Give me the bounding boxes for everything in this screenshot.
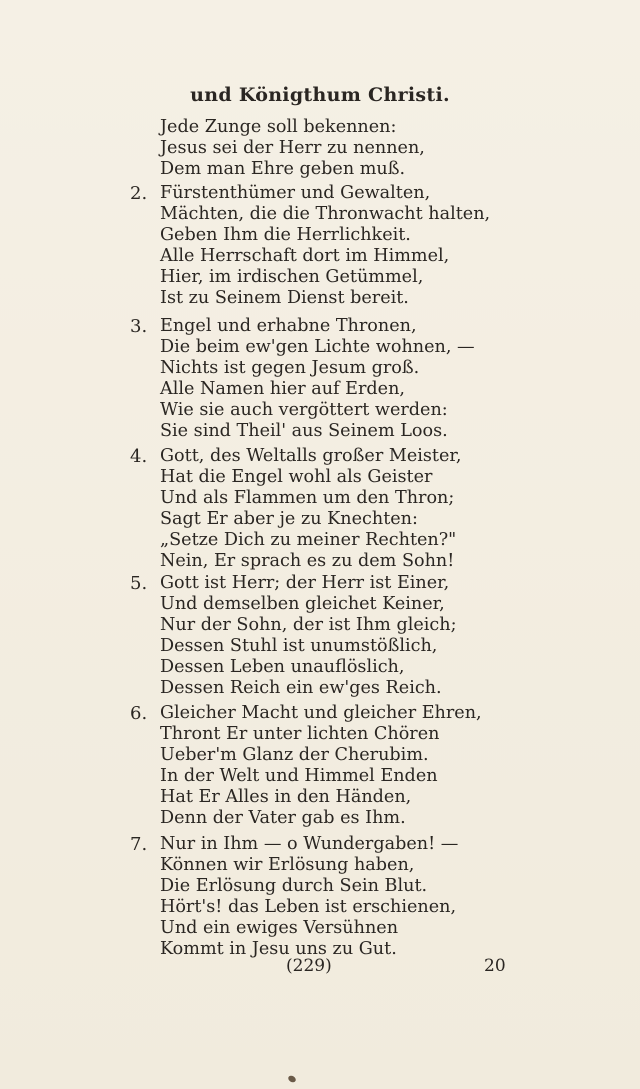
verse-line: Sagt Er aber je zu Knechten: xyxy=(160,509,418,530)
verse-line: Hier, im irdischen Getümmel, xyxy=(160,267,424,288)
verse-line: Jede Zunge soll bekennen: xyxy=(160,117,397,137)
verse-line: Fürstenthümer und Gewalten, xyxy=(160,183,431,203)
verse-line: Und demselben gleichet Keiner, xyxy=(160,594,445,615)
verse-line: Jesus sei der Herr zu nennen, xyxy=(160,138,425,159)
verse-line: Gott ist Herr; der Herr ist Einer, xyxy=(160,573,450,593)
verse-line: Können wir Erlösung haben, xyxy=(160,855,415,876)
ink-speck xyxy=(287,1074,297,1083)
stanza-3 xyxy=(130,316,570,443)
stanza-6 xyxy=(130,703,570,830)
verse-line: „Setze Dich zu meiner Rechten?" xyxy=(160,530,457,551)
verse-line: Alle Herrschaft dort im Himmel, xyxy=(160,246,450,267)
verse-line: Nichts ist gegen Jesum groß. xyxy=(160,358,420,379)
running-head: und Königthum Christi. xyxy=(190,84,450,106)
stanza-4 xyxy=(130,446,570,573)
verse-line: Dessen Leben unauflöslich, xyxy=(160,657,405,678)
stanza-2 xyxy=(130,183,570,310)
verse-line: Hört's! das Leben ist erschienen, xyxy=(160,897,457,918)
page-number: (229) xyxy=(286,956,332,976)
verse-line: Nur in Ihm — o Wundergaben! — xyxy=(160,834,459,854)
stanza-number: 5. xyxy=(130,573,148,594)
verse-line: Alle Namen hier auf Erden, xyxy=(160,379,406,400)
verse-line: Thront Er unter lichten Chören xyxy=(160,724,440,745)
signature-mark: 20 xyxy=(484,956,506,976)
verse-line: Hat Er Alles in den Händen, xyxy=(160,787,412,808)
verse-line: Dem man Ehre geben muß. xyxy=(160,159,406,180)
stanza-7 xyxy=(130,834,570,961)
verse-line: Nein, Er sprach es zu dem Sohn! xyxy=(160,551,455,572)
verse-line: Und ein ewiges Versühnen xyxy=(160,918,399,939)
verse-line: Sie sind Theil' aus Seinem Loos. xyxy=(160,421,448,442)
verse-line: In der Welt und Himmel Enden xyxy=(160,766,438,787)
verse-line: Dessen Reich ein ew'ges Reich. xyxy=(160,678,442,699)
verse-line: Die Erlösung durch Sein Blut. xyxy=(160,876,428,897)
stanza-5 xyxy=(130,573,570,700)
verse-line: Die beim ew'gen Lichte wohnen, — xyxy=(160,337,475,358)
stanza-number: 6. xyxy=(130,703,148,724)
verse-line: Geben Ihm die Herrlichkeit. xyxy=(160,225,411,246)
verse-line: Dessen Stuhl ist unumstößlich, xyxy=(160,636,438,657)
stanza-continuation xyxy=(130,117,570,180)
verse-line: Gleicher Macht und gleicher Ehren, xyxy=(160,703,482,723)
verse-line: Kommt in Jesu uns zu Gut. xyxy=(160,939,397,960)
verse-line: Und als Flammen um den Thron; xyxy=(160,488,455,509)
verse-line: Engel und erhabne Thronen, xyxy=(160,316,417,336)
verse-line: Denn der Vater gab es Ihm. xyxy=(160,808,406,829)
stanza-number: 4. xyxy=(130,446,148,467)
verse-line: Gott, des Weltalls großer Meister, xyxy=(160,446,462,466)
stanza-number: 2. xyxy=(130,183,148,204)
stanza-number: 7. xyxy=(130,834,148,855)
verse-line: Wie sie auch vergöttert werden: xyxy=(160,400,448,421)
verse-line: Ueber'm Glanz der Cherubim. xyxy=(160,745,429,766)
stanza-number: 3. xyxy=(130,316,148,337)
verse-line: Mächten, die die Thronwacht halten, xyxy=(160,204,491,225)
verse-line: Ist zu Seinem Dienst bereit. xyxy=(160,288,409,309)
verse-line: Hat die Engel wohl als Geister xyxy=(160,467,433,488)
verse-line: Nur der Sohn, der ist Ihm gleich; xyxy=(160,615,457,636)
